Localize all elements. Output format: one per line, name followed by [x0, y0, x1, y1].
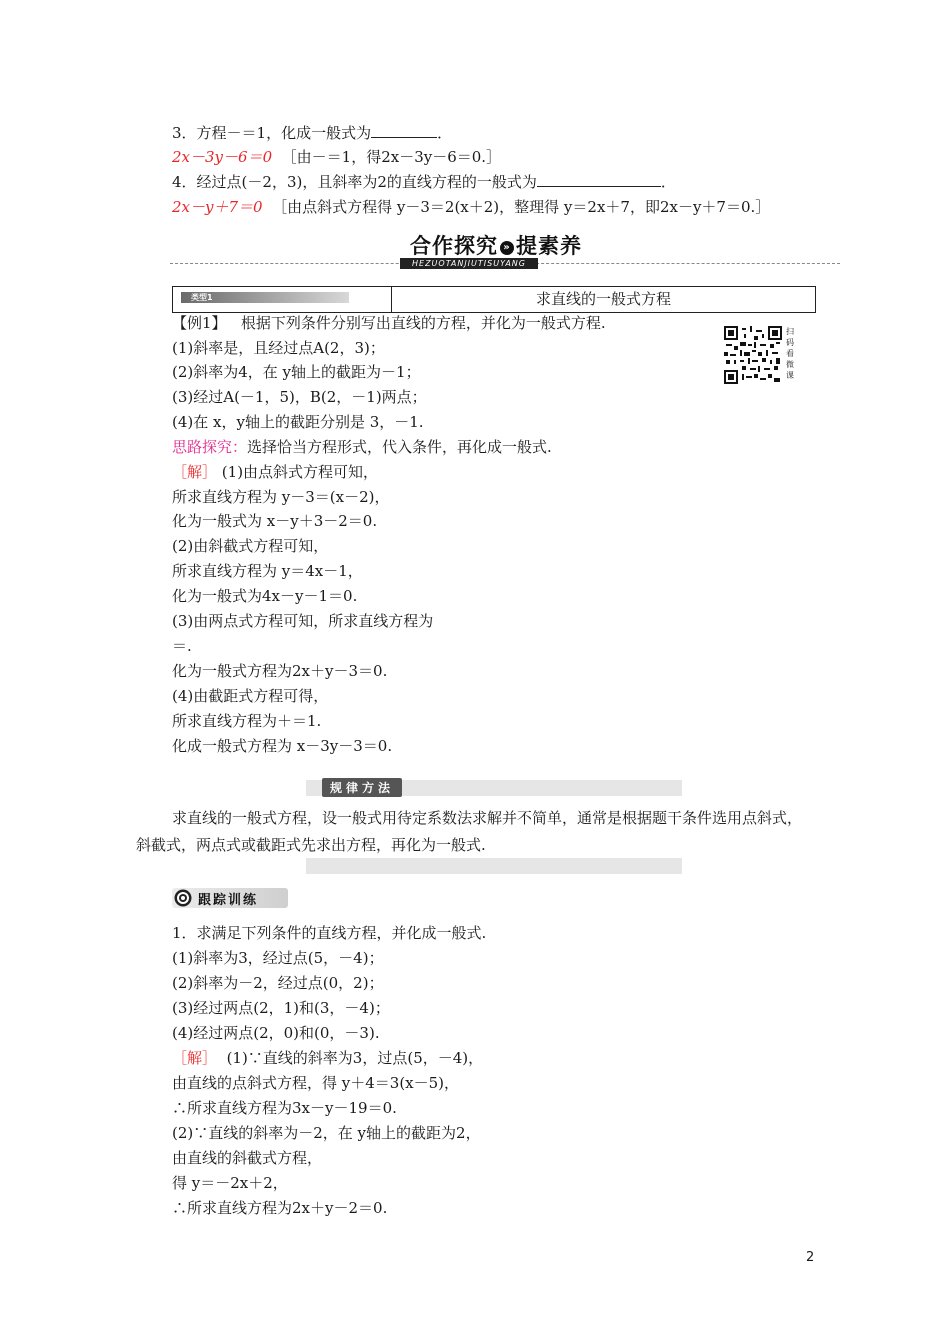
training-solution-line: 得 y＝－2x＋2， — [172, 1174, 288, 1192]
training-solution-line: ∴所求直线方程为3x－y－19＝0. — [172, 1099, 397, 1117]
target-icon — [174, 889, 192, 907]
qr-caption: 扫码看微课 — [786, 327, 794, 380]
training-header — [172, 888, 288, 908]
answer-equation: 2x－3y－6＝0 — [172, 148, 273, 166]
training-item: (4)经过两点(2，0)和(0，－3). — [172, 1024, 380, 1042]
training-solution-line: 由直线的点斜式方程，得 y＋4＝3(x－5)， — [172, 1074, 460, 1092]
banner-pinyin: HEZUOTANJIUTISUYANG — [400, 258, 538, 269]
type-header-box — [172, 286, 816, 313]
solution-line — [172, 461, 378, 483]
banner-title — [410, 230, 582, 260]
solution-line: 所求直线方程为＋＝1. — [172, 712, 322, 730]
solution-line: 化成一般式方程为 x－3y－3＝0. — [172, 737, 393, 755]
exercise-4-text: 4．经过点(－2，3)，且斜率为2的直线方程的一般式为 — [172, 173, 537, 191]
answer-blank — [371, 123, 437, 138]
page-number: 2 — [806, 1250, 815, 1265]
training-solution-line: ∴所求直线方程为2x＋y－2＝0. — [172, 1199, 388, 1217]
method-label: 规律方法 — [322, 778, 402, 797]
solution-line: ＝. — [172, 637, 192, 655]
solution-text: (1)由点斜式方程可知， — [221, 463, 379, 481]
solution-line: (2)由斜截式方程可知， — [172, 537, 329, 555]
example-prompt: 根据下列条件分别写出直线的方程，并化为一般式方程. — [240, 314, 606, 332]
exercise-3-answer — [172, 146, 501, 168]
training-solution-line: 由直线的斜截式方程， — [172, 1149, 323, 1167]
training-solution-line — [172, 1047, 483, 1069]
answer-note: ［由－＝1，得2x－3y－6＝0.］ — [281, 148, 502, 166]
hint-label: 思路探究： — [172, 438, 248, 456]
exercise-3 — [172, 122, 452, 144]
answer-note: ［由点斜式方程得 y－3＝2(x＋2)，整理得 y＝2x＋7，即2x－y＋7＝0.］ — [272, 198, 771, 216]
answer-equation: 2x－y＋7＝0 — [172, 198, 263, 216]
example-item: (2)斜率为4，在 y轴上的截距为－1； — [172, 363, 421, 381]
qr-code-icon[interactable] — [724, 326, 782, 384]
exercise-4-answer — [172, 196, 770, 218]
exercise-4 — [172, 171, 676, 193]
arrow-icon: » — [500, 241, 514, 255]
banner-title-left: 合作探究 — [410, 234, 498, 258]
training-question: 1．求满足下列条件的直线方程，并化成一般式. — [172, 924, 487, 942]
hint-text: 选择恰当方程形式，代入条件，再化成一般式. — [247, 438, 552, 456]
example-1-heading — [172, 312, 606, 334]
type-title: 求直线的一般式方程 — [535, 290, 671, 308]
training-label: 跟踪训练 — [198, 893, 259, 908]
solution-line: 化为一般式为 x－y＋3－2＝0. — [172, 512, 378, 530]
hint-line — [172, 436, 552, 458]
training-item: (2)斜率为－2，经过点(0，2)； — [172, 974, 384, 992]
example-label: 【例1】 — [172, 314, 227, 332]
solution-line: 所求直线方程为 y－3＝(x－2)， — [172, 488, 390, 506]
solution-line: 化为一般式为4x－y－1＝0. — [172, 587, 358, 605]
training-item: (3)经过两点(2，1)和(3，－4)； — [172, 999, 390, 1017]
training-item: (1)斜率为3，经过点(5，－4)； — [172, 949, 384, 967]
banner-title-right: 提素养 — [516, 234, 582, 258]
example-item: (1)斜率是，且经过点A(2，3)； — [172, 339, 385, 357]
method-text: 求直线的一般式方程，设一般式用待定系数法求解并不简单，通常是根据题干条件选用点斜式，斜截式，两点式或截距式先求出方程，再化为一般式. — [136, 809, 803, 854]
method-bar-bottom — [306, 858, 682, 874]
example-item: (3)经过A(－1，5)，B(2，－1)两点； — [172, 388, 427, 406]
type-tag: 类型1 — [181, 292, 349, 303]
period: ． — [437, 124, 453, 142]
solution-label: ［解］ — [172, 463, 218, 481]
solution-text: (1)∵直线的斜率为3，过点(5，－4)， — [226, 1049, 484, 1067]
type-tag-cell — [173, 287, 392, 312]
solution-line: 化为一般式方程为2x＋y－3＝0. — [172, 662, 388, 680]
section-banner — [170, 230, 840, 268]
solution-line: (3)由两点式方程可知，所求直线方程为 — [172, 612, 434, 630]
solution-line: 所求直线方程为 y＝4x－1， — [172, 562, 363, 580]
training-solution-line: (2)∵直线的斜率为－2，在 y轴上的截距为2， — [172, 1124, 481, 1142]
answer-blank — [537, 172, 661, 187]
exercise-3-text: 3．方程－＝1，化成一般式为 — [172, 124, 372, 142]
method-bar — [306, 780, 682, 796]
example-item: (4)在 x，y轴上的截距分别是 3，－1. — [172, 413, 424, 431]
solution-line: (4)由截距式方程可得， — [172, 687, 329, 705]
period: ． — [660, 173, 676, 191]
solution-label: ［解］ — [172, 1049, 218, 1067]
